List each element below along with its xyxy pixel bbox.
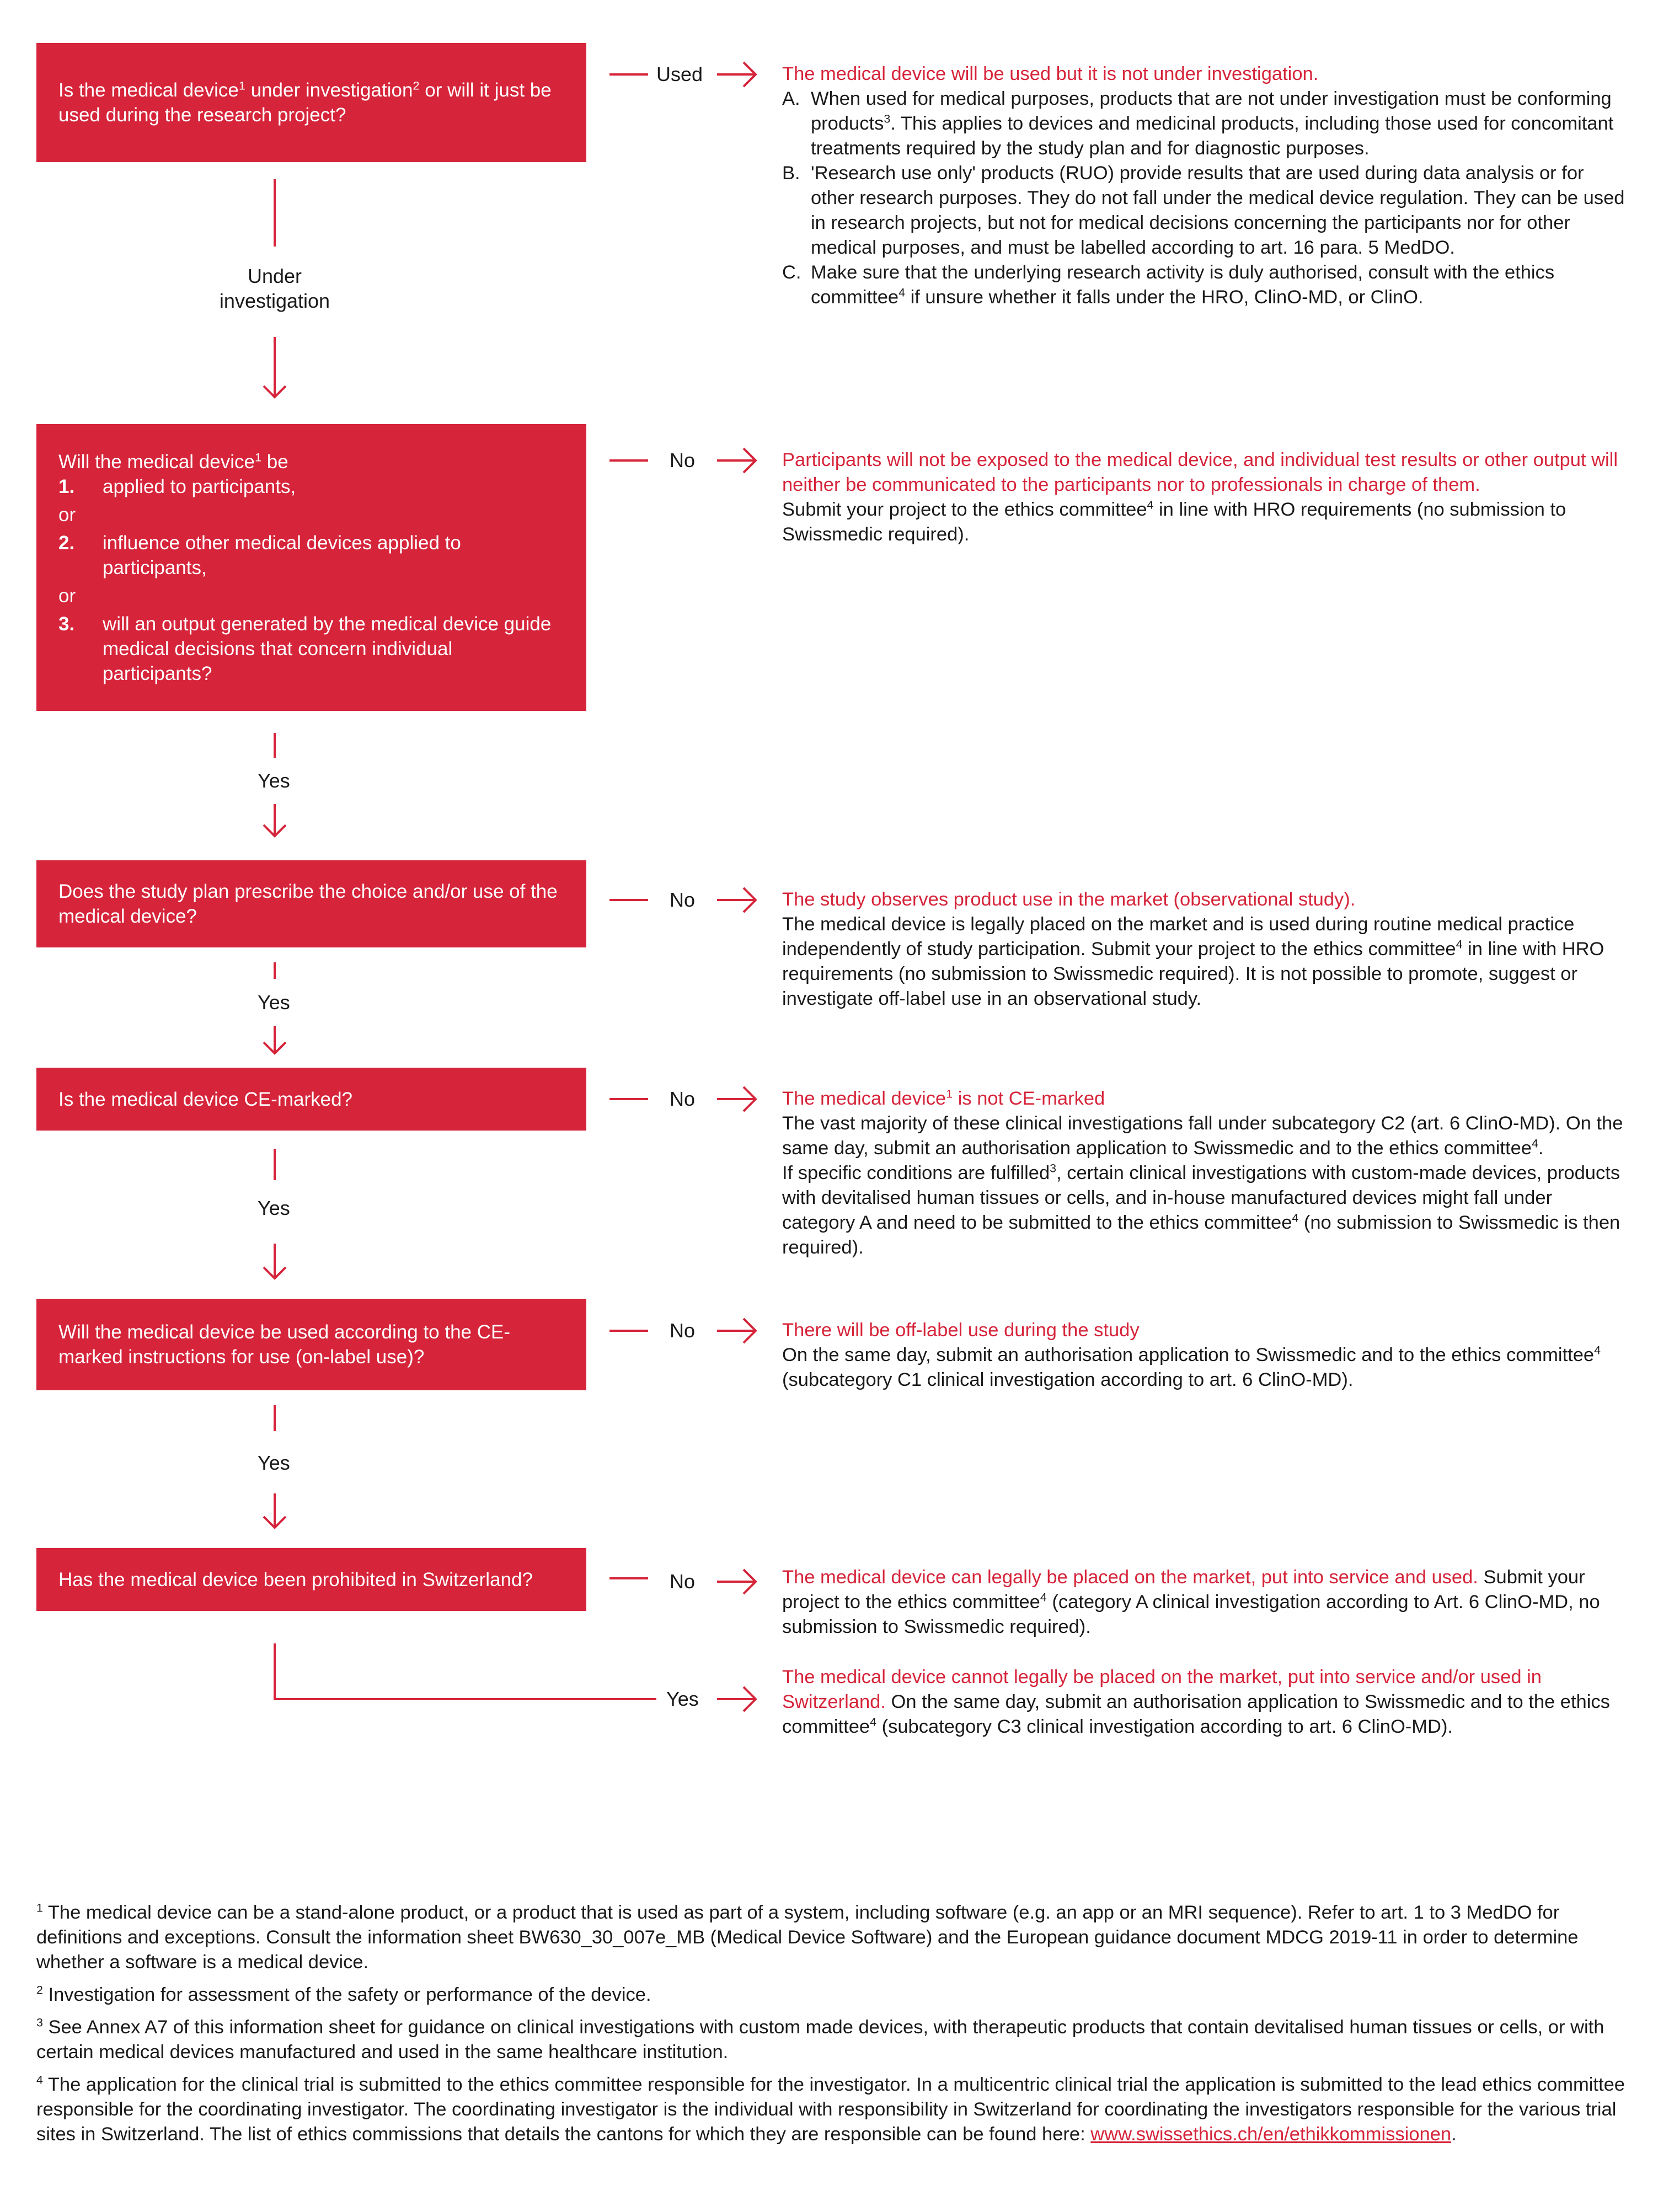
label-no: No xyxy=(670,1319,696,1342)
or-label: or xyxy=(58,504,76,526)
outcome-body: The medical device can legally be placed on the market, put into service and used. Submit your project to the ethics committee$^4$ (category A clinical investigation according to Art. 6 ClinO-MD, no submission to Swissmedic required). xyxy=(782,1567,1600,1637)
label-yes: Yes xyxy=(258,769,290,792)
outcome-body: If specific conditions are fulfilled$^3$, certain clinical investigations with custom-made devices, products with devitalised human tissues or cells, and in-house manufactured devices might fall under category A and need to be submitted to the ethics committee$^4$ (no submission to Swissmedic is then required). xyxy=(782,1161,1620,1258)
question-box-ce-marked xyxy=(36,1068,586,1131)
outcome-legal-use xyxy=(782,1565,1629,1640)
question-text: Will the medical device be used according to the CE-marked instructions for use (on-label use)? xyxy=(58,1321,511,1368)
label-yes: Yes xyxy=(258,1452,290,1474)
question-intro: Will the medical device$^1$ be xyxy=(58,449,288,473)
outcome-title: The medical device$^1$ is not CE-marked xyxy=(782,1087,1105,1109)
connector-line xyxy=(275,1643,656,1699)
label-no: No xyxy=(670,449,696,472)
outcome-prohibited xyxy=(782,1665,1629,1739)
outcome-body: The vast majority of these clinical investigations fall under subcategory C2 (art. 6 ClinO-MD). On the same day, submit an authorisation application to Swissmedic and to the ethics committee$^4$. xyxy=(782,1113,1623,1159)
question-box-investigation xyxy=(36,43,586,162)
outcome-title: There will be off-label use during the study xyxy=(782,1320,1140,1341)
outcome-title: The study observes product use in the market (observational study). xyxy=(782,889,1356,910)
swissethics-link[interactable]: www.swissethics.ch/en/ethikkommissionen xyxy=(1090,2124,1452,2145)
footnote: $^3$ See Annex A7 of this information sheet for guidance on clinical investigations with custom made devices, with therapeutic products that contain devitalised human tissues or cells, or with certain medical devices manufactured and used in the same healthcare institution. xyxy=(36,2016,1604,2063)
question-text: Is the medical device CE-marked? xyxy=(58,1088,352,1110)
footnote: $^2$ Investigation for assessment of the safety or performance of the device. xyxy=(36,1983,651,2005)
footnotes xyxy=(36,1900,1630,2155)
label-no: No xyxy=(670,1088,696,1110)
label-yes: Yes xyxy=(666,1688,699,1710)
question-text: Has the medical device been prohibited in Switzerland? xyxy=(58,1568,533,1590)
outcome-off-label xyxy=(782,1318,1629,1392)
outcome-body: On the same day, submit an authorisation application to Swissmedic and to the ethics committee$^4$ (subcategory C1 clinical investigation according to art. 6 ClinO-MD). xyxy=(782,1343,1601,1390)
outcome-title: Participants will not be exposed to the medical device, and individual test results or other output will neither be communicated to the participants nor to professionals in charge of them. xyxy=(782,449,1618,495)
label-yes: Yes xyxy=(258,991,290,1014)
outcome-title: The medical device will be used but it is not under investigation. xyxy=(782,63,1319,84)
label-under-investigation: Under investigation xyxy=(219,265,330,312)
label-no: No xyxy=(670,1570,696,1593)
label-yes: Yes xyxy=(258,1197,290,1219)
outcome-not-ce-marked xyxy=(782,1086,1629,1260)
question-item: 1. applied to participants, xyxy=(58,475,296,497)
footnote: $^1$ The medical device can be a stand-alone product, or a product that is used as part of a system, including software (e.g. an app or an MRI sequence). Refer to art. 1 to 3 MedDO for definitions and exceptions. Consult the information sheet BW630_30_007e_MB (Medical Device Software) and the European guidance document MDCG 2019-11 in order to determine whether a software is a medical device. xyxy=(36,1901,1579,1973)
question-text: Does the study plan prescribe the choice and/or use of the medical device? xyxy=(58,881,558,927)
outcome-item: B. 'Research use only' products (RUO) provide results that are used during data analysis or for other research purposes. They do not fall under the medical device regulation. They can be used in research projects, but not for medical decisions concerning the participants nor for other medical purposes, and must be labelled according to art. 16 para. 5 MedDO. xyxy=(782,163,1625,258)
label-no: No xyxy=(670,888,696,911)
outcome-item: C. Make sure that the underlying research activity is duly authorised, consult with the ethics committee$^4$ if unsure whether it falls under the HRO, ClinO-MD, or ClinO. xyxy=(782,262,1555,308)
question-box-exposure xyxy=(36,424,586,711)
footnote: $^4$ The application for the clinical trial is submitted to the ethics committee responsible for the investigator. In a multicentric clinical trial the application is submitted to the lead ethics committee responsible for the coordinating investigator. The coordinating investigator is the individual with responsibility in Switzerland for coordinating the investigators responsible for the various trial sites in Switzerland. The list of ethics commissions that details the cantons for which they are responsible can be found here: www.swissethics.ch/en/ethikkommissionen. xyxy=(36,2073,1625,2145)
outcome-body: Submit your project to the ethics committee$^4$ in line with HRO requirements (no submission to Swissmedic required). xyxy=(782,498,1566,545)
outcome-body: The medical device cannot legally be placed on the market, put into service and/or used in Switzerland. On the same day, submit an authorisation application to Swissmedic and to the ethics committee$^4$ (subcategory C3 clinical investigation according to art. 6 ClinO-MD). xyxy=(782,1667,1610,1737)
or-label: or xyxy=(58,585,76,607)
outcome-item: A. When used for medical purposes, products that are not under investigation must be conforming products$^3$. This applies to devices and medicinal products, including those used for concomitant treatments required by the study plan and for diagnostic purposes. xyxy=(782,88,1614,159)
outcome-used-not-investigated xyxy=(782,62,1629,310)
question-box-study-plan xyxy=(36,860,586,947)
question-item: 2. influence other medical devices applied to participants, xyxy=(58,532,461,579)
question-text: Is the medical device$^1$ under investigation$^2$ or will it just be used during the research project? xyxy=(58,78,552,126)
outcome-not-exposed xyxy=(782,448,1629,547)
label-used: Used xyxy=(656,63,703,85)
outcome-observational xyxy=(782,887,1629,1011)
question-box-prohibited xyxy=(36,1548,586,1611)
outcome-body: The medical device is legally placed on the market and is used during routine medical practice independently of study participation. Submit your project to the ethics committee$^4$ in line with HRO requirements (no submission to Swissmedic required). It is not possible to promote, suggest or investigate off-label use in an observational study. xyxy=(782,914,1604,1009)
question-box-on-label xyxy=(36,1299,586,1390)
question-item: 3. will an output generated by the medical device guide medical decisions that concern individual participants? xyxy=(58,613,552,684)
